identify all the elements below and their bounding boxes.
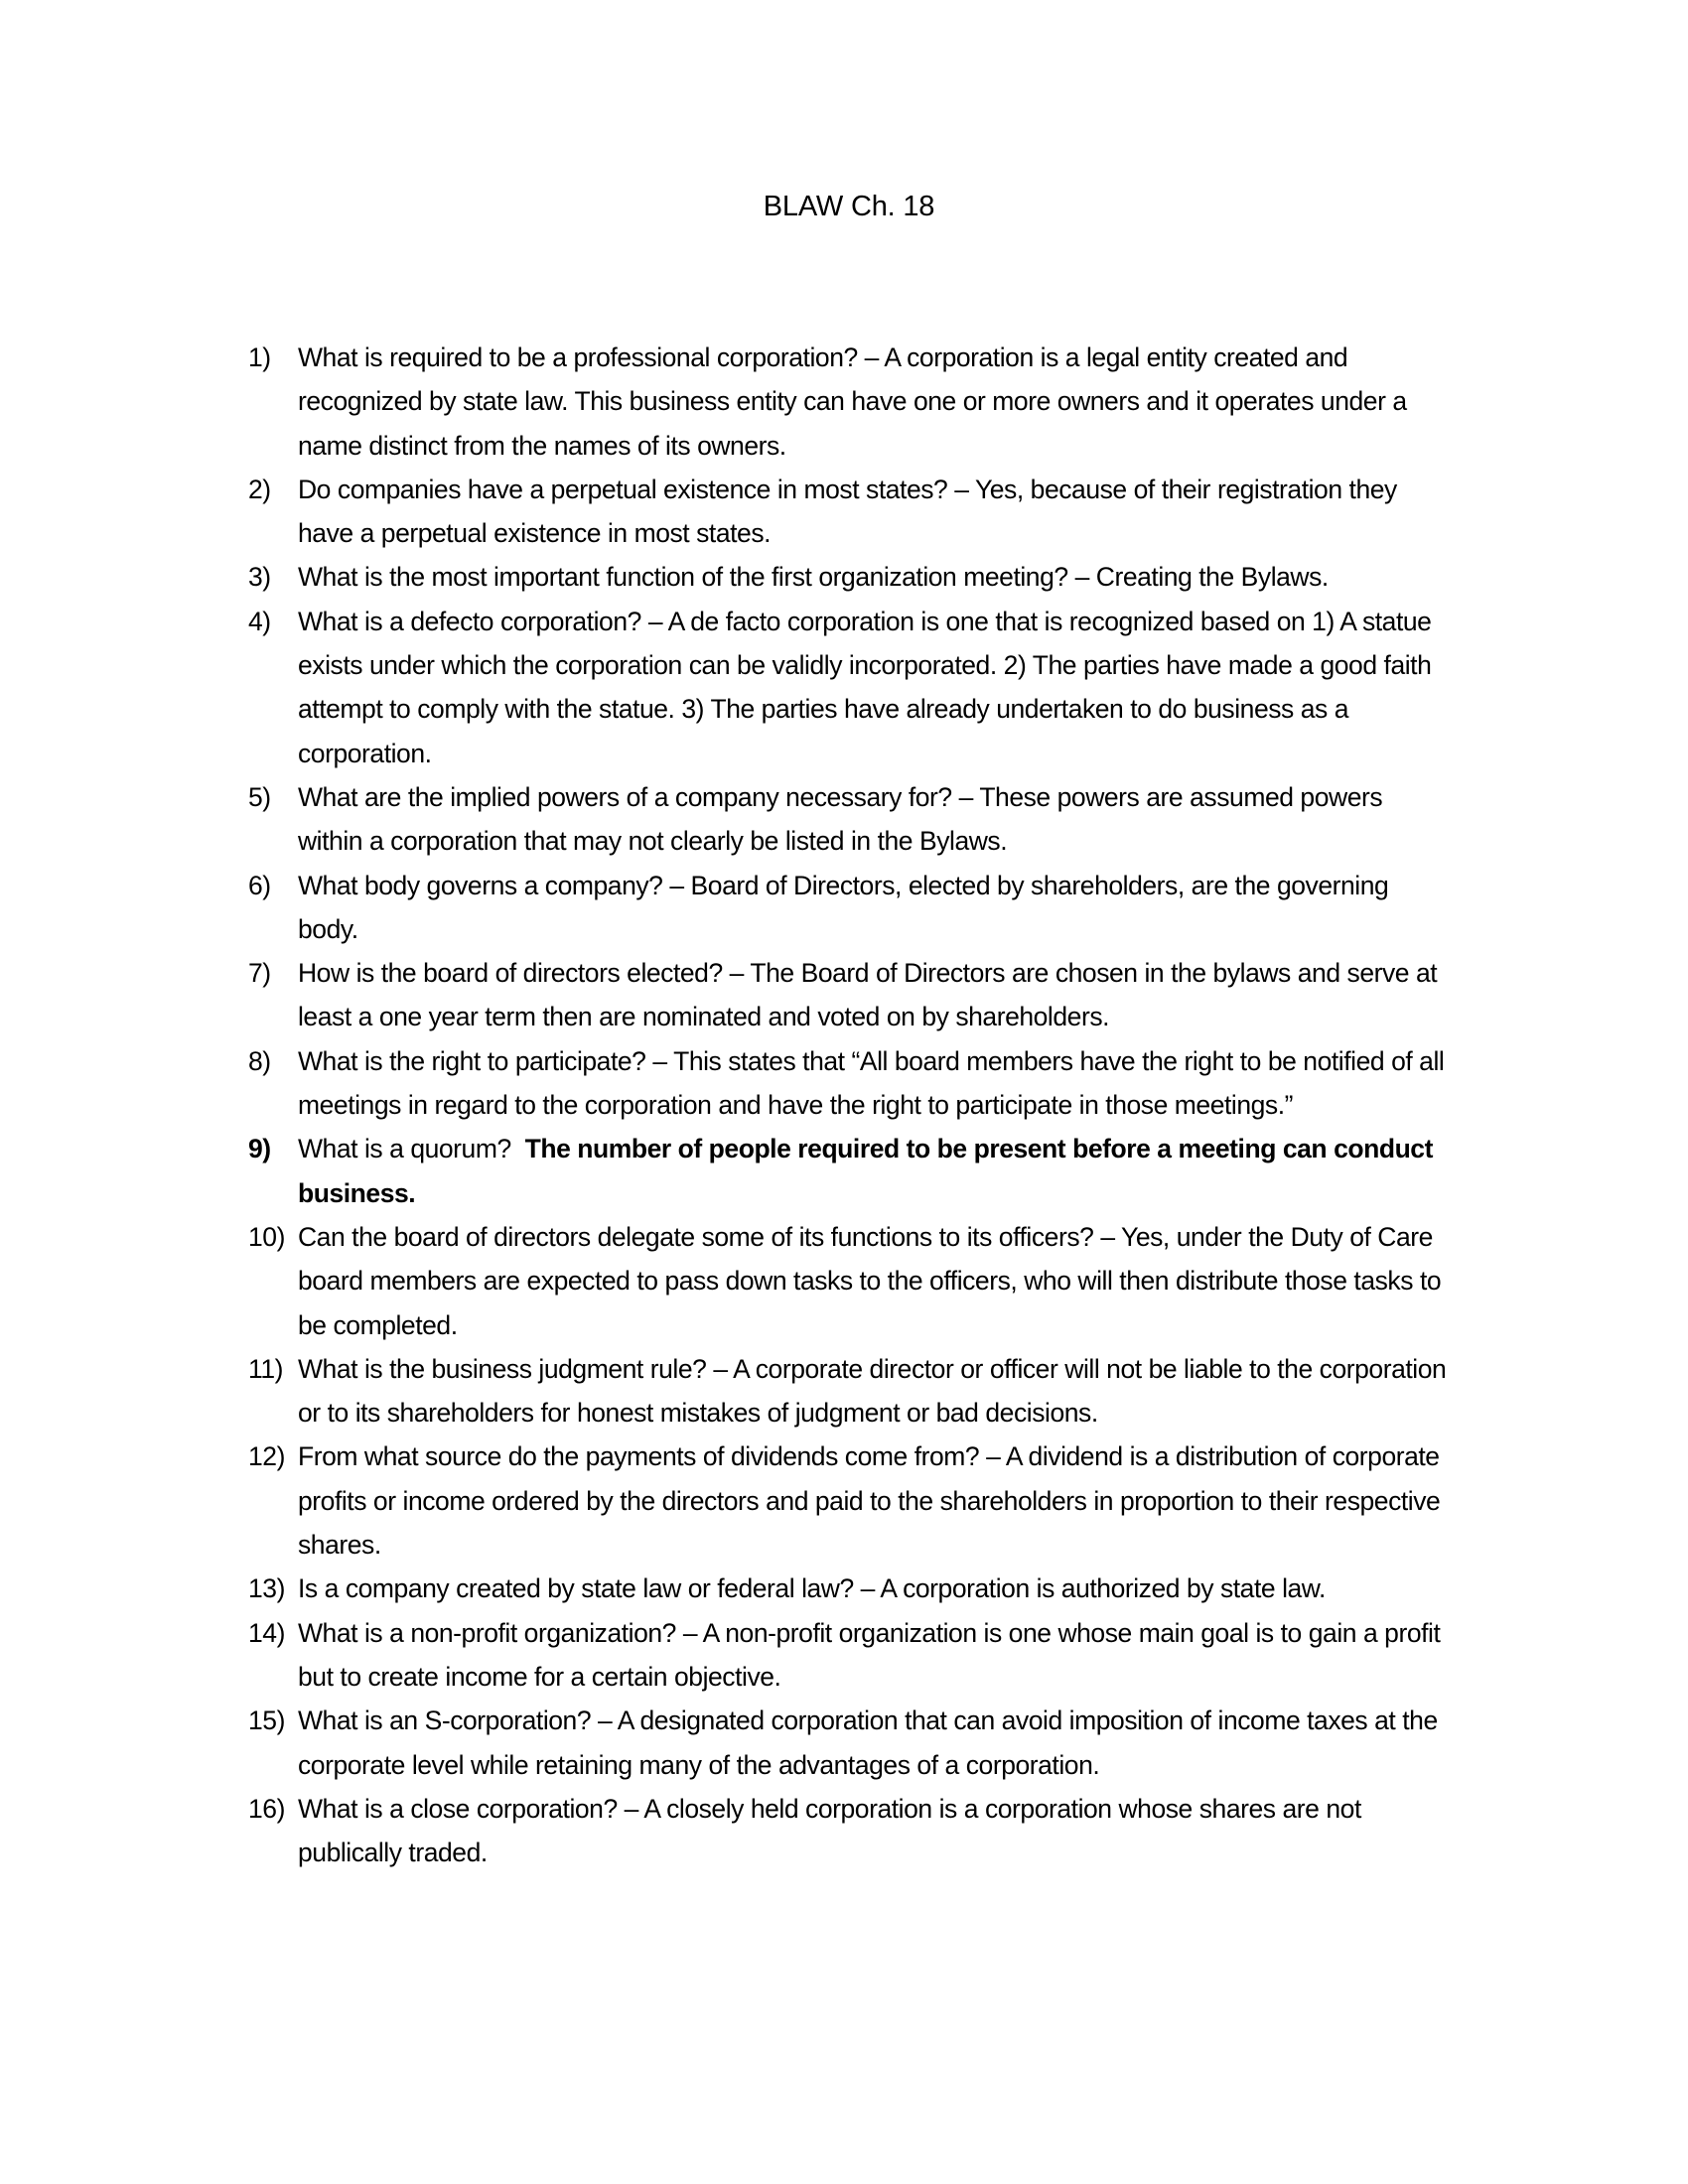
- list-item: [248, 864, 1450, 952]
- item-text: [298, 951, 1450, 1039]
- item-text: [298, 1127, 1450, 1215]
- item-number: 13): [248, 1573, 285, 1604]
- item-text: [298, 600, 1450, 775]
- list-item: [248, 468, 1450, 556]
- item-text: [298, 1611, 1450, 1700]
- page-title: BLAW Ch. 18: [763, 191, 935, 222]
- list-item: [248, 600, 1450, 775]
- list-item: [248, 1039, 1450, 1128]
- item-number: 8): [248, 1045, 271, 1076]
- item-text-segment: What is an S-corporation? – A designated corporation that can avoid imposition of income taxes at the corporate level while retaining many of the advantages of a corporation.: [298, 1706, 1438, 1780]
- list-item: [248, 1347, 1450, 1435]
- list-item: [248, 1215, 1450, 1347]
- item-text-segment: Is a company created by state law or federal law? – A corporation is authorized by state law.: [298, 1573, 1326, 1604]
- item-number: 6): [248, 870, 271, 900]
- list-item: [248, 1127, 1450, 1215]
- item-number: 12): [248, 1441, 285, 1472]
- item-text-segment: What body governs a company? – Board of Directors, elected by shareholders, are the governing body.: [298, 870, 1389, 944]
- item-text: [298, 864, 1450, 952]
- item-text-segment: How is the board of directors elected? – The Board of Directors are chosen in the bylaws and serve at least a one year term then are nominated and voted on by shareholders.: [298, 958, 1438, 1032]
- list-item: [248, 555, 1450, 599]
- item-text: [298, 336, 1450, 468]
- item-number: 5): [248, 781, 271, 812]
- item-number: 3): [248, 562, 271, 593]
- item-text-segment: What is the business judgment rule? – A corporate director or officer will not be liable to the corporation or to its shareholders for honest mistakes of judgment or bad decisions.: [298, 1353, 1447, 1429]
- item-text-segment: What is the most important function of the first organization meeting? – Creating the Bylaws.: [298, 562, 1329, 593]
- item-text-segment: What is the right to participate? – This states that “All board members have the right to be notified of all meetings in regard to the corporation and have the right to participate in those meetings.”: [298, 1045, 1445, 1121]
- item-text: [298, 1434, 1450, 1567]
- item-text-segment: Do companies have a perpetual existence in most states? – Yes, because of their registration they have a perpetual existence in most states.: [298, 474, 1397, 549]
- item-number: 4): [248, 606, 271, 636]
- item-text: [298, 468, 1450, 556]
- list-item: [248, 1699, 1450, 1787]
- item-number: 16): [248, 1793, 285, 1824]
- item-number: 15): [248, 1706, 285, 1736]
- list-item: [248, 1611, 1450, 1700]
- item-number: 1): [248, 342, 271, 372]
- item-text-segment: What is required to be a professional corporation? – A corporation is a legal entity created and recognized by state law. This business entity can have one or more owners and it operates under a name distinct from the names of its owners.: [298, 342, 1407, 461]
- item-text-segment: What is a non-profit organization? – A non-profit organization is one whose main goal is to gain a profit but to create income for a certain objective.: [298, 1617, 1441, 1692]
- list-item: [248, 336, 1450, 468]
- item-text: [298, 1567, 1450, 1610]
- item-text-segment: What is a quorum?: [298, 1134, 525, 1164]
- list-item: [248, 1787, 1450, 1875]
- item-text: [298, 1787, 1450, 1875]
- item-text: [298, 1699, 1450, 1787]
- item-number: 10): [248, 1221, 285, 1252]
- item-text-segment: From what source do the payments of dividends come from? – A dividend is a distribution of corporate profits or income ordered by the directors and paid to the shareholders in proportion to their respective shares.: [298, 1441, 1441, 1561]
- item-text: [298, 555, 1450, 599]
- item-text: [298, 1215, 1450, 1347]
- item-text: [298, 1347, 1450, 1435]
- item-number: 11): [248, 1353, 283, 1384]
- item-text: [298, 775, 1450, 864]
- item-text-segment: Can the board of directors delegate some of its functions to its officers? – Yes, under the Duty of Care board members are expected to pass down tasks to the officers, who will then distribute those tasks to be completed.: [298, 1221, 1442, 1340]
- list-item: [248, 775, 1450, 864]
- item-number: 2): [248, 474, 271, 504]
- item-text: [298, 1039, 1450, 1128]
- item-text-segment: The number of people required to be present before a meeting can conduct business.: [298, 1134, 1433, 1208]
- qa-list: [248, 336, 1450, 1874]
- item-number: 9): [248, 1134, 271, 1164]
- list-item: [248, 1567, 1450, 1610]
- list-item: [248, 1434, 1450, 1567]
- item-number: 14): [248, 1617, 285, 1648]
- item-text-segment: What is a defecto corporation? – A de facto corporation is one that is recognized based on 1) A statue exists under which the corporation can be validly incorporated. 2) The parties have made a good faith attempt to comply with the statue. 3) The parties have already undertaken to do business as a corporation.: [298, 606, 1432, 768]
- item-text-segment: What is a close corporation? – A closely held corporation is a corporation whose shares are not publically traded.: [298, 1793, 1361, 1868]
- list-item: [248, 951, 1450, 1039]
- item-number: 7): [248, 958, 271, 989]
- item-text-segment: What are the implied powers of a company necessary for? – These powers are assumed powers within a corporation that may not clearly be listed in the Bylaws.: [298, 781, 1383, 857]
